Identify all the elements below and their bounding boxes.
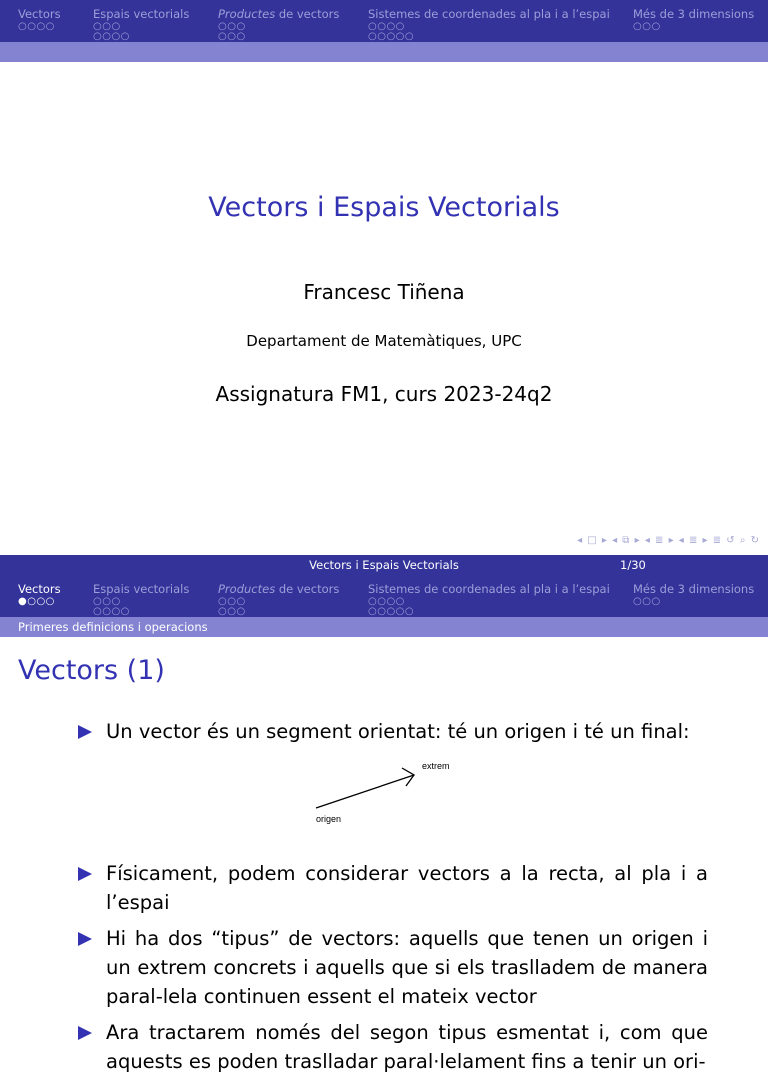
nav-section-label: Més de 3 dimensions [633, 582, 755, 596]
nav-section-label: Més de 3 dimensions [633, 7, 755, 21]
beamer-navigation-symbols[interactable]: ◂ □ ▸ ◂ ⧉ ▸ ◂ ≣ ▸ ◂ ≣ ▸ ≣ ↺ ⌕ ↻ [577, 535, 760, 546]
bullet-text: Físicament, podem considerar vectors a la recta, al pla i a l’espai [106, 862, 708, 914]
vector-arrow-diagram [302, 754, 482, 824]
nav-section-label: Vectors [18, 7, 61, 21]
nav-section-mes-de-3-dimensions[interactable] [633, 7, 754, 31]
nav-section-espais-vectorials[interactable] [93, 582, 189, 616]
footer-page-number: 1/30 [620, 558, 646, 572]
presentation-title: Vectors i Espais Vectorials [208, 192, 560, 223]
list-item [76, 1018, 708, 1076]
nav-section-productes[interactable] [218, 7, 339, 41]
presentation-institute: Departament de Matemàtiques, UPC [246, 332, 522, 350]
content-slide [0, 575, 768, 1073]
nav-progress-dots[interactable]: ○○○ [633, 21, 661, 32]
nav-section-label: Sistemes de coordenades al pla i a l’espai [368, 7, 610, 21]
list-item [76, 859, 708, 917]
nav-section-mes-de-3-dimensions[interactable] [633, 582, 754, 606]
list-item [76, 717, 708, 746]
presentation-author: Francesc Tiñena [303, 280, 465, 304]
nav-progress-dots[interactable]: ○○○○ [368, 596, 405, 607]
nav-progress-dots[interactable]: ○○○ [218, 31, 246, 42]
nav-progress-dots[interactable]: ○○○○○ [368, 31, 415, 42]
nav-section-label: Sistemes de coordenades al pla i a l’espai [368, 582, 610, 596]
vector-segment [316, 775, 414, 808]
bullet-triangle-icon [78, 725, 92, 739]
origin-label: origen [316, 814, 342, 824]
nav-section-label: Productes de vectors [218, 582, 340, 596]
nav-progress-dots[interactable]: ○○○○ [368, 21, 405, 32]
nav-progress-dots[interactable]: ○○○○ [18, 21, 55, 32]
nav-progress-dots[interactable]: ○○○ [218, 596, 246, 607]
nav-progress-dots[interactable]: ○○○ [218, 21, 246, 32]
presentation-date: Assignatura FM1, curs 2023-24q2 [215, 382, 553, 406]
nav-section-productes[interactable] [218, 582, 339, 616]
nav-progress-dots[interactable]: ○○○ [93, 21, 121, 32]
nav-progress-dots[interactable]: ○○○○ [93, 606, 130, 617]
vector-figure [76, 746, 708, 859]
nav-section-vectors[interactable] [18, 7, 61, 31]
section-navigation-bar [0, 0, 768, 42]
nav-progress-dots[interactable]: ○○○ [93, 596, 121, 607]
subsection-bar [0, 617, 768, 637]
nav-section-sistemes-coordenades[interactable] [368, 582, 610, 616]
nav-progress-dots[interactable]: ○○○ [633, 596, 661, 607]
bullet-list [76, 717, 708, 1076]
nav-section-espais-vectorials[interactable] [93, 7, 189, 41]
end-label: extrem [422, 761, 450, 771]
nav-progress-dots[interactable]: ●○○○ [18, 596, 55, 607]
nav-progress-dots[interactable]: ○○○ [218, 606, 246, 617]
section-navigation-bar [0, 575, 768, 617]
subsection-title[interactable]: Primeres definicions i operacions [18, 620, 208, 634]
subsection-bar [0, 42, 768, 62]
bullet-triangle-icon [78, 932, 92, 946]
footer-title: Vectors i Espais Vectorials [309, 558, 459, 572]
bullet-triangle-icon [78, 867, 92, 881]
nav-section-vectors[interactable] [18, 582, 61, 606]
nav-section-label: Vectors [18, 582, 61, 596]
nav-section-label: Espais vectorials [93, 7, 190, 21]
bullet-text: Ara tractarem només del segon tipus esmentat i, com que aquests es poden traslladar paral·lelament fins a tenir un ori- [106, 1021, 708, 1073]
bullet-triangle-icon [78, 1026, 92, 1040]
nav-section-label: Espais vectorials [93, 582, 190, 596]
slide-footer [0, 555, 768, 575]
nav-progress-dots[interactable]: ○○○○○ [368, 606, 415, 617]
nav-progress-dots[interactable]: ○○○○ [93, 31, 130, 42]
bullet-text: Hi ha dos “tipus” de vectors: aquells que tenen un origen i un extrem concrets i aquells que si els traslladem de manera paral-lela continuen essent el mateix vector [106, 927, 708, 1008]
list-item [76, 924, 708, 1011]
nav-section-sistemes-coordenades[interactable] [368, 7, 610, 41]
frame-title: Vectors (1) [18, 655, 165, 686]
bullet-text: Un vector és un segment orientat: té un origen i té un final: [106, 720, 690, 743]
nav-section-label: Productes de vectors [218, 7, 340, 21]
